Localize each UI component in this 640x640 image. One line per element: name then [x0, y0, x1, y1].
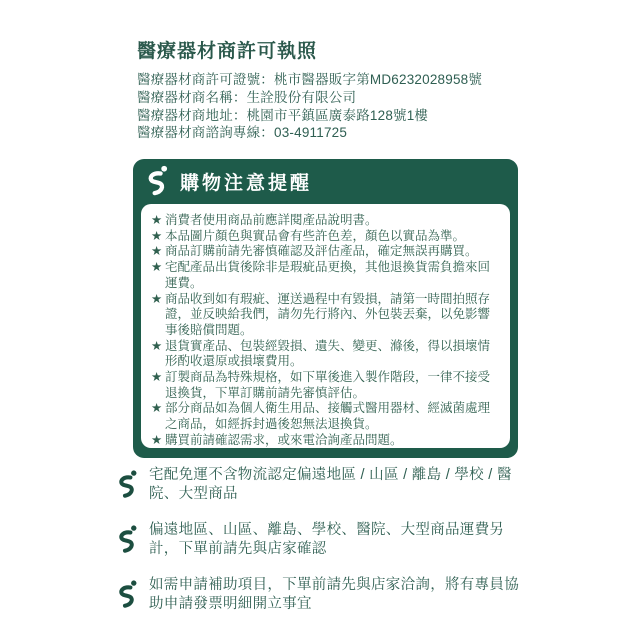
notice-item-text: 購買前請確認需求，或來電洽詢產品問題。 [165, 432, 403, 447]
notice-panel [141, 204, 510, 448]
notice-header [133, 159, 518, 204]
shipping-note [117, 466, 525, 503]
notice-item [151, 260, 501, 291]
notice-item-text: 本品圖片顏色與實品會有些許色差，顏色以實品為準。 [165, 228, 466, 243]
notice-item-text: 退貨實產品、包裝經毀損、遺失、變更、滌後，得以損壞情形酌收還原或損壞費用。 [165, 338, 491, 369]
notice-item [151, 229, 501, 245]
notice-item [151, 213, 501, 229]
notice-item [151, 370, 501, 401]
page-title: 醫療器材商許可執照 [137, 41, 318, 62]
star-bullet: ★ [151, 370, 163, 385]
license-info [137, 71, 537, 142]
notice-item [151, 244, 501, 260]
notice-item-text: 宅配產品出貨後除非是瑕疵品更換，其他退換貨需負擔來回運費。 [165, 260, 491, 290]
license-address-line: 醫療器材商地址：桃園市平鎮區廣泰路128號1樓 [137, 107, 429, 123]
shipping-note-text: 宅配免運不含物流認定偏遠地區 / 山區 / 離島 / 學校 / 醫院、大型商品 [149, 467, 512, 502]
remote-area-note-text: 偏遠地區、山區、離島、學校、醫院、大型商品運費另計，下單前請先與店家確認 [149, 522, 505, 557]
star-bullet: ★ [151, 260, 163, 275]
notice-item [151, 339, 501, 370]
star-bullet: ★ [151, 244, 163, 259]
notice-item [151, 292, 501, 339]
license-company-line: 醫療器材商名稱：生詮股份有限公司 [137, 89, 357, 105]
shopping-notice-box [133, 159, 518, 458]
license-hotline-line: 醫療器材商諮詢專線：03-4911725 [137, 125, 348, 141]
brand-logo-icon [146, 165, 171, 197]
subsidy-note-text: 如需申請補助項目，下單前請先與店家洽詢，將有專員協助申請發票明細開立事宜 [149, 577, 519, 612]
star-bullet: ★ [151, 338, 163, 353]
star-bullet: ★ [151, 228, 163, 243]
notice-item-text: 訂製商品為特殊規格，如下單後進入製作階段，一律不接受退換貨，下單訂購前請先審慎評估。 [165, 370, 491, 400]
subsidy-note [117, 576, 525, 613]
notice-item-text: 商品收到如有瑕疵、運送過程中有毀損，請第一時間拍照存證，並反映給我們，請勿先行將內、外包裝丟棄，以免影響事後賠償問題。 [165, 291, 491, 337]
license-number-line: 醫療器材商許可證號：桃市醫器販字第MD6232028958號 [137, 72, 483, 87]
brand-logo-icon [117, 524, 140, 555]
notice-item [151, 401, 501, 432]
brand-logo-icon [117, 469, 140, 500]
star-bullet: ★ [151, 213, 163, 227]
notice-item-text: 部分商品如為個人衛生用品、接觸式醫用器材、經滅菌處理之商品，如經拆封過後恕無法退換貨。 [165, 401, 491, 432]
brand-logo-icon [117, 579, 140, 610]
star-bullet: ★ [151, 291, 163, 306]
star-bullet: ★ [151, 401, 163, 416]
star-bullet: ★ [151, 432, 163, 447]
notice-item-text: 商品訂購前請先審慎確認及評估產品，確定無誤再購買。 [165, 244, 478, 259]
remote-area-note [117, 521, 525, 558]
notice-title: 購物注意提醒 [180, 173, 313, 194]
notice-item [151, 433, 501, 448]
notice-item-text: 消費者使用商品前應詳閱產品說明書。 [165, 213, 378, 227]
